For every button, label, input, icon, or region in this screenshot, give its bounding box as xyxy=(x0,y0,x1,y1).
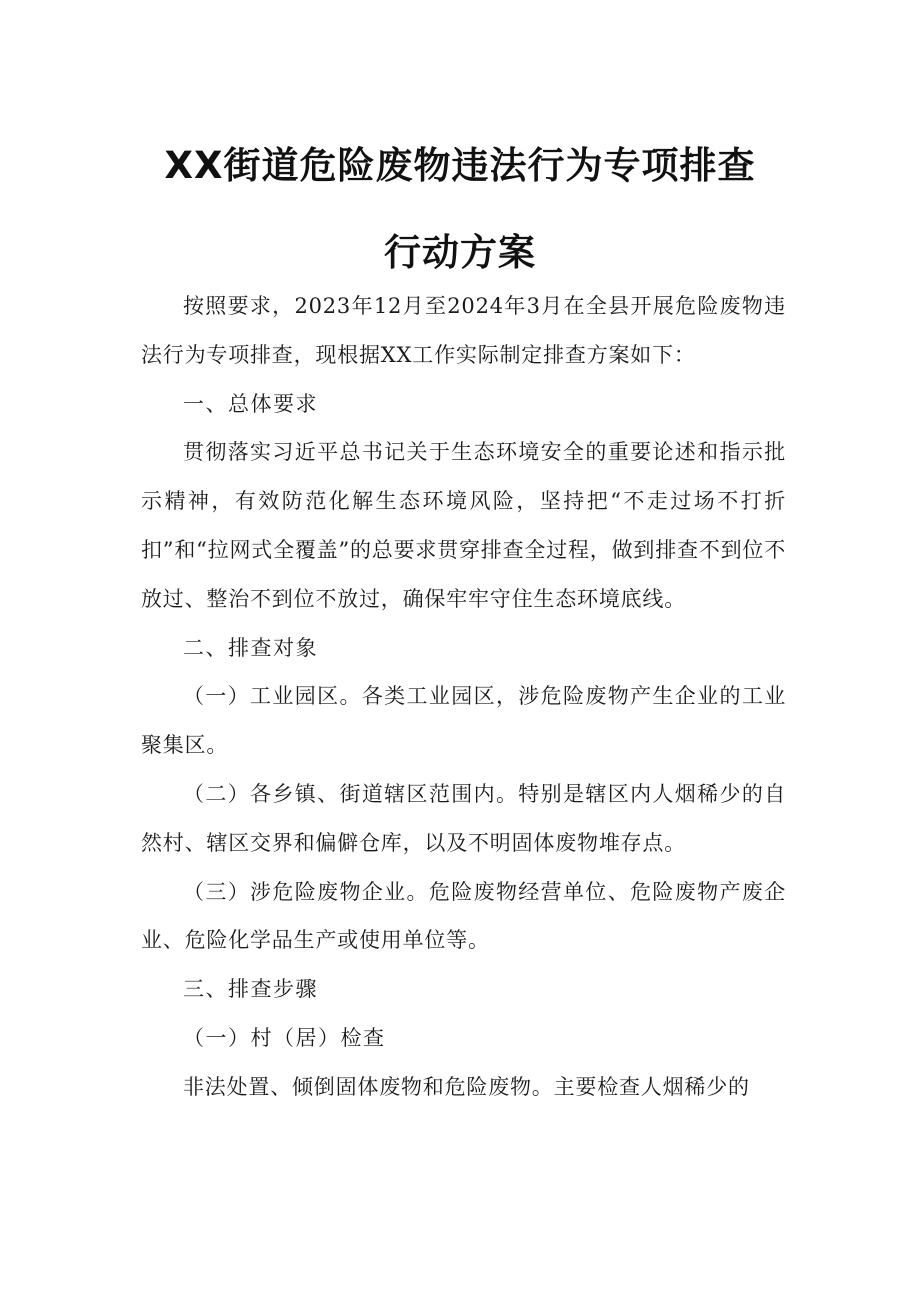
document-title-line1: XX街道危险废物违法行为专项排查 xyxy=(164,144,756,187)
subsection-heading-village-inspection: （一）村（居）检查 xyxy=(183,1025,386,1050)
target-hazardous-enterprises-paragraph: （三）涉危险废物企业。危险废物经营单位、危险废物产废企业、危险化学品生产或使用单位等。 xyxy=(141,879,786,953)
document-title-line2: 行动方案 xyxy=(384,231,536,274)
target-townships-paragraph: （二）各乡镇、街道辖区范围内。特别是辖区内人烟稀少的自然村、辖区交界和偏僻仓库，以及不明固体废物堆存点。 xyxy=(141,781,786,855)
section-heading-inspection-steps: 三、排查步骤 xyxy=(183,977,318,1002)
general-requirements-paragraph: 贯彻落实习近平总书记关于生态环境安全的重要论述和指示批示精神，有效防范化解生态环境风险，坚持把“不走过场不打折扣”和“拉网式全覆盖”的总要求贯穿排查全过程，做到排查不到位不放过、整治不到位不放过，确保牢牢守住生态环境底线。 xyxy=(141,440,787,611)
target-industrial-parks-paragraph: （一）工业园区。各类工业园区，涉危险废物产生企业的工业聚集区。 xyxy=(141,684,786,758)
document-body xyxy=(141,282,786,1112)
section-heading-general-requirements: 一、总体要求 xyxy=(183,391,318,416)
intro-paragraph: 按照要求，2023年12月至2024年3月在全县开展危险废物违法行为专项排查，现根据XX工作实际制定排查方案如下： xyxy=(141,294,786,367)
section-heading-inspection-targets: 二、排查对象 xyxy=(183,635,318,660)
village-inspection-paragraph: 非法处置、倾倒固体废物和危险废物。主要检查人烟稀少的 xyxy=(183,1074,750,1099)
